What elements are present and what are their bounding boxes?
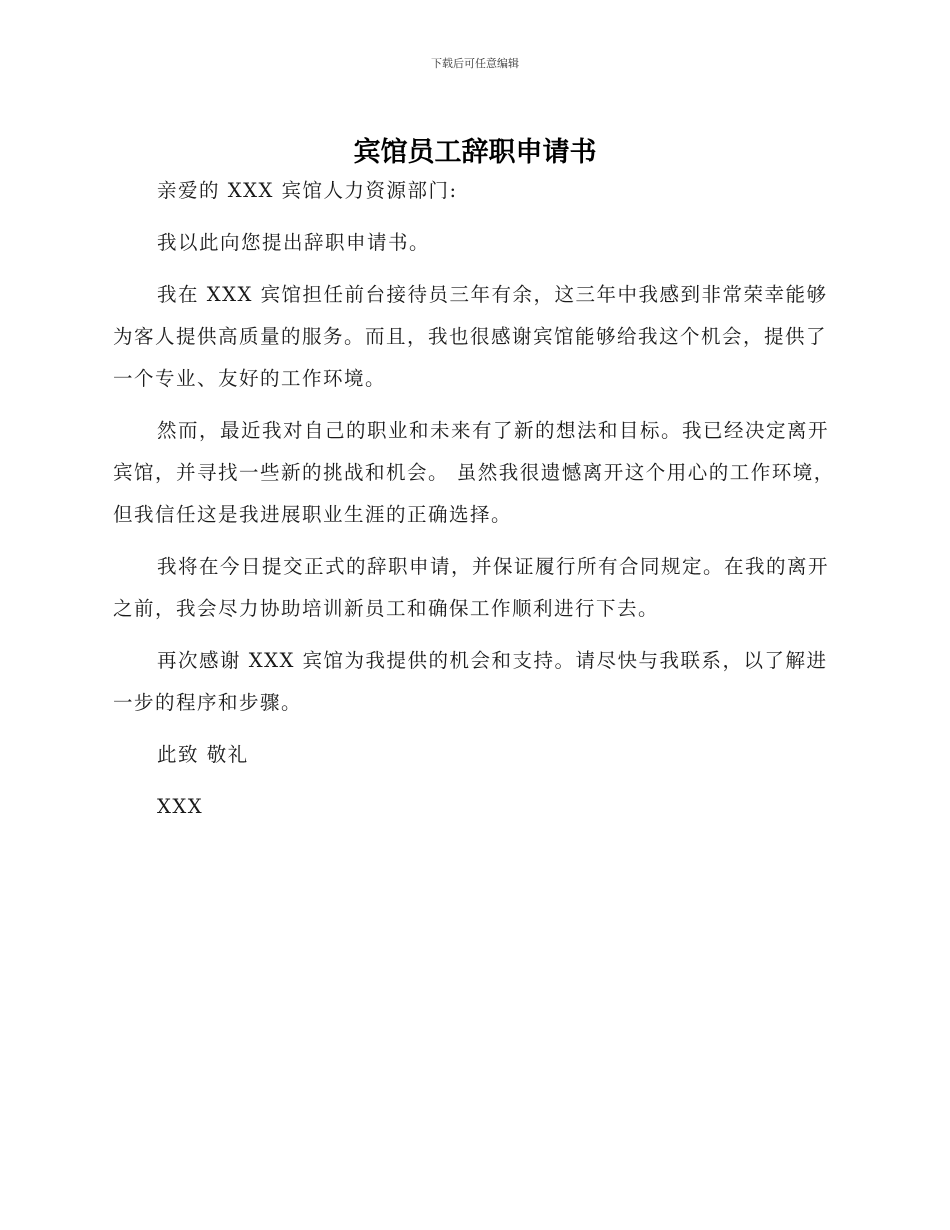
paragraph-4: 我将在今日提交正式的辞职申请，并保证履行所有合同规定。在我的离开之前，我会尽力协助培训新员工和确保工作顺利进行下去。 [113, 555, 830, 620]
paragraph-1: 我以此向您提出辞职申请书。 [157, 231, 431, 254]
closing: 此致 敬礼 [157, 743, 249, 766]
paragraph-5: 再次感谢 XXX 宾馆为我提供的机会和支持。请尽快与我联系，以了解进一步的程序和步骤。 [113, 649, 828, 714]
paragraph-3: 然而，最近我对自己的职业和未来有了新的想法和目标。我已经决定离开宾馆，并寻找一些新的挑战和机会。 虽然我很遗憾离开这个用心的工作环境，但我信任这是我进展职业生涯的正确选择。 [113, 419, 835, 526]
document-body [113, 170, 835, 838]
paragraph-2: 我在 XXX 宾馆担任前台接待员三年有余，这三年中我感到非常荣幸能够为客人提供高质量的服务。而且，我也很感谢宾馆能够给我这个机会，提供了一个专业、友好的工作环境。 [113, 283, 828, 390]
signature: XXX [157, 795, 204, 818]
document-title: 宾馆员工辞职申请书 [353, 137, 597, 168]
salutation: 亲爱的 XXX 宾馆人力资源部门: [157, 179, 458, 202]
header-note: 下载后可任意编辑 [431, 57, 519, 70]
